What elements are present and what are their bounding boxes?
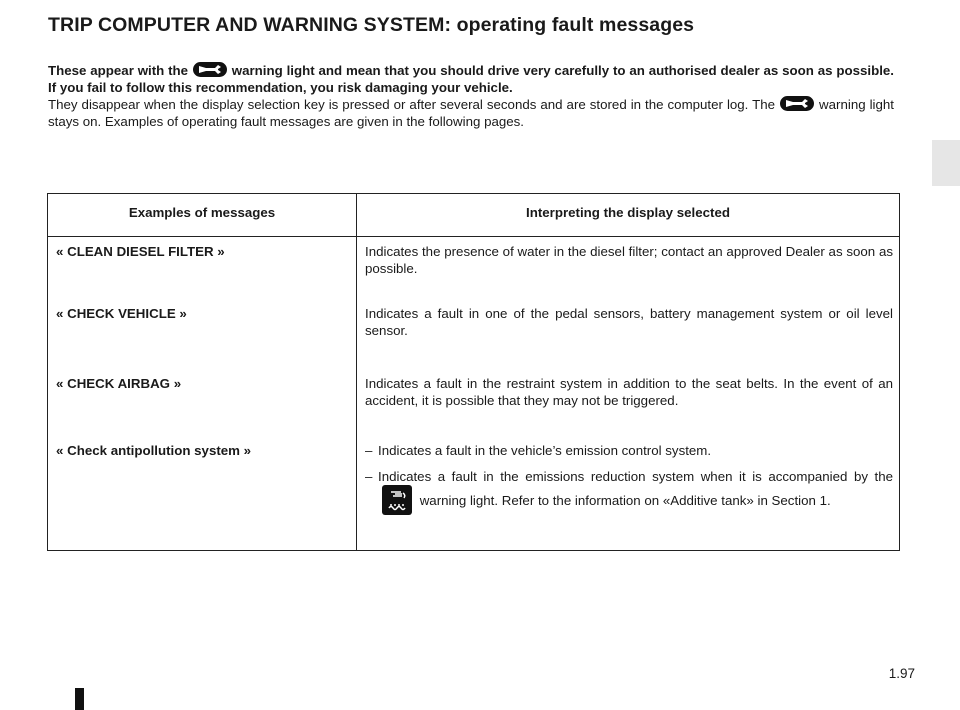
table-row xyxy=(48,237,900,300)
dash-item-text-before: Indicates a fault in the emissions reduction system when it is accompanied by the xyxy=(378,469,893,484)
message-cell: « CHECK AIRBAG » xyxy=(48,369,357,436)
corner-mark xyxy=(75,688,84,710)
dash-item xyxy=(365,442,893,459)
column-header-messages: Examples of messages xyxy=(48,194,357,237)
page-title: TRIP COMPUTER AND WARNING SYSTEM: operating fault messages xyxy=(48,14,695,36)
dash-item-text: Indicates a fault in the vehicle’s emission control system. xyxy=(378,443,712,458)
additive-tank-warning-icon xyxy=(382,485,412,515)
dash-mark: – xyxy=(365,469,373,484)
intro-warning-paragraph xyxy=(48,62,894,96)
dash-item-text-after: warning light. Refer to the information on «Additive tank» in Section 1. xyxy=(419,493,831,508)
section-tab xyxy=(932,140,960,186)
interpretation-cell: Indicates a fault in one of the pedal sensors, battery management system or oil level sensor. xyxy=(365,306,893,338)
intro-text-after: warning light stays on. Examples of operating fault messages are given in the following pages. xyxy=(48,97,894,129)
intro-bold-before: These appear with the xyxy=(48,63,189,78)
interpretation-cell: Indicates a fault in the restraint system in addition to the seat belts. In the event of an accident, it is possible that they may not be triggered. xyxy=(365,376,893,408)
wrench-warning-icon xyxy=(193,62,227,77)
intro-info-paragraph xyxy=(48,96,894,130)
message-cell: « CHECK VEHICLE » xyxy=(48,299,357,369)
message-cell: « Check antipollution system » xyxy=(48,436,357,551)
table-header-row xyxy=(48,194,900,237)
dash-mark: – xyxy=(365,443,373,458)
table-row xyxy=(48,369,900,436)
wrench-warning-icon xyxy=(780,96,814,111)
interpretation-cell: Indicates the presence of water in the diesel filter; contact an approved Dealer as soon as possible. xyxy=(365,244,893,276)
interpretation-cell xyxy=(357,436,900,551)
intro-text-line: They disappear when the display selection key is pressed or after several seconds and are stored in the computer log. The xyxy=(48,97,776,112)
message-cell: « CLEAN DIESEL FILTER » xyxy=(48,237,357,300)
dash-item-text xyxy=(378,468,893,515)
page-number: 1.97 xyxy=(888,666,915,681)
table-row xyxy=(48,436,900,551)
dash-item xyxy=(365,468,893,515)
intro-text xyxy=(48,62,894,130)
intro-bold-after: warning light and mean that you should drive very carefully to an authorised dealer as soon as possible. If you fail to follow this recommendation, you risk damaging your vehicle. xyxy=(48,63,894,95)
column-header-interpretation: Interpreting the display selected xyxy=(357,194,900,237)
table-row xyxy=(48,299,900,369)
fault-messages-table xyxy=(47,193,900,551)
